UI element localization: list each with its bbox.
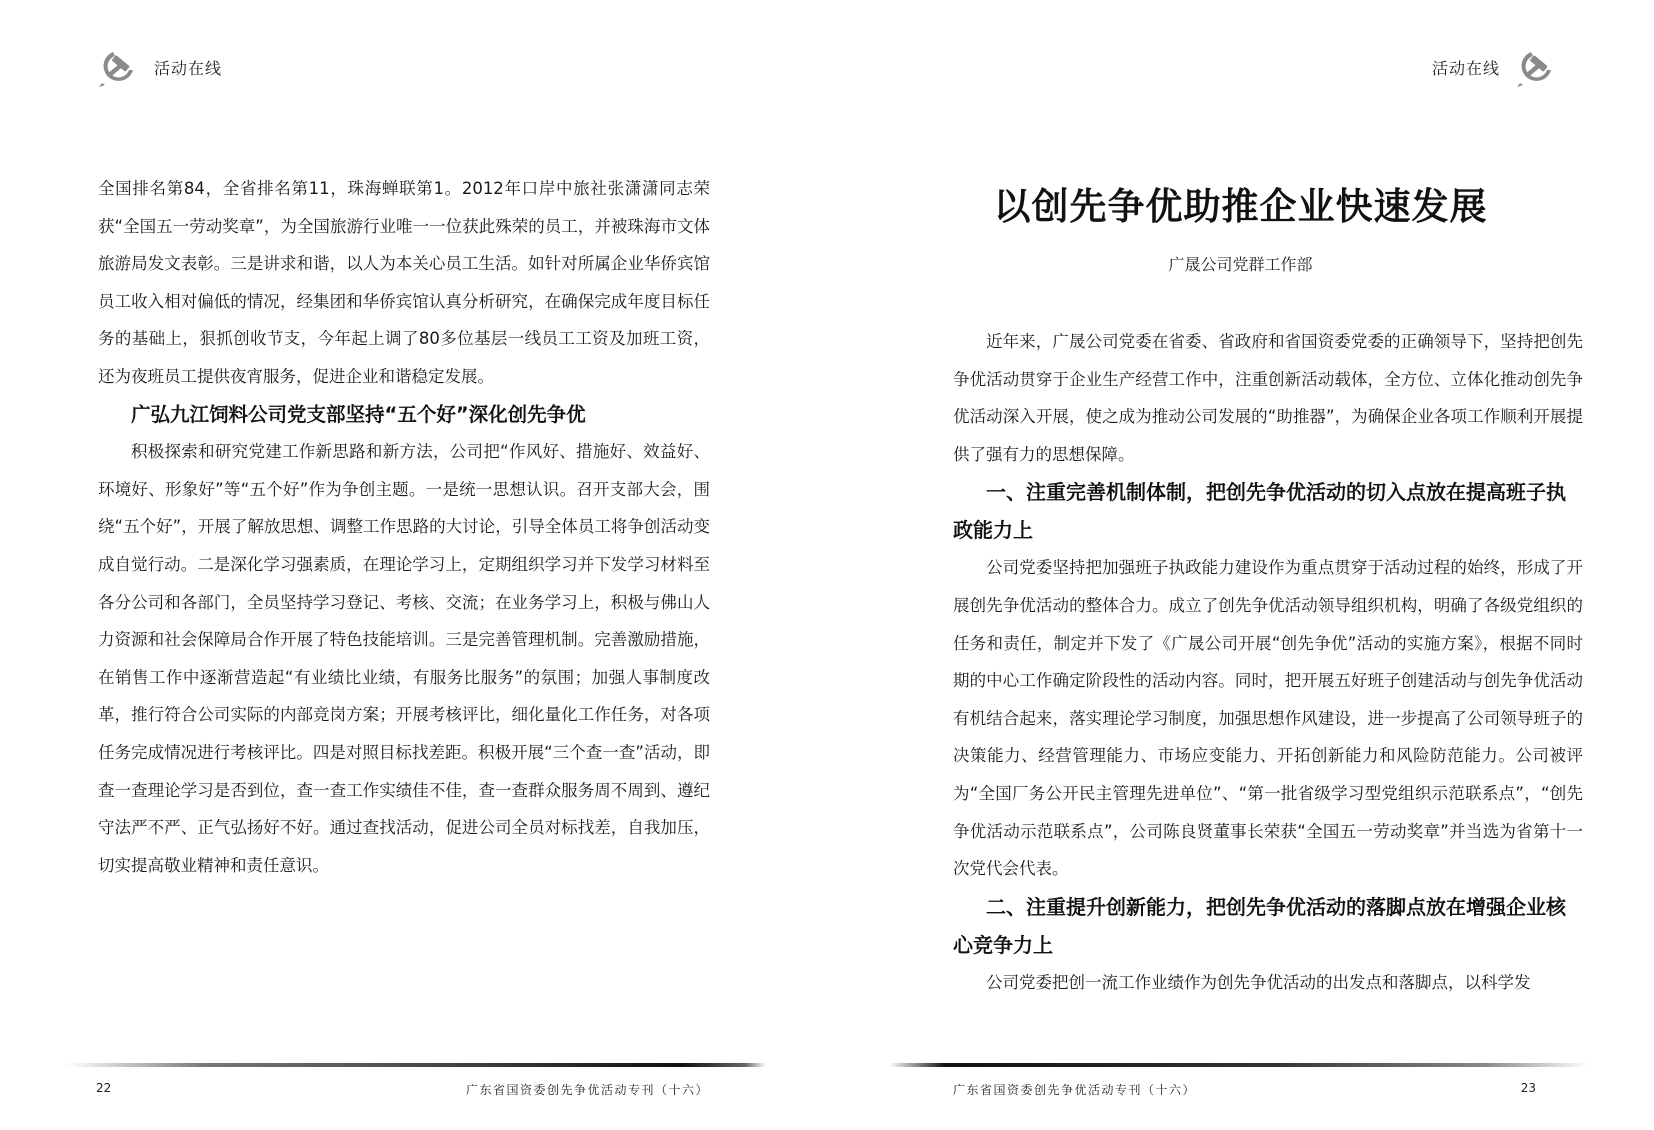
right-journal-name: 广东省国资委创先争优活动专刊（十六） [953,1083,1197,1097]
right-page [827,0,1654,1130]
left-page-header [96,45,222,89]
article-byline: 广晟公司党群工作部 [1168,255,1313,274]
right-footer-rule [889,1063,1589,1067]
left-footer-rule [66,1063,766,1067]
section1-heading: 一、注重完善机制体制，把创先争优活动的切入点放在提高班子执政能力上 [953,480,1566,543]
hammer-sickle-emblem-icon [1514,45,1558,89]
right-article-body [953,323,1583,1001]
left-page-number: 22 [96,1081,112,1095]
article-title: 以创先争优助推企业快速发展 [993,184,1488,228]
section-name: 活动在线 [154,58,223,78]
left-journal-name: 广东省国资委创先争优活动专刊（十六） [465,1083,709,1097]
section2-paragraph: 公司党委把创一流工作业绩作为创先争优活动的出发点和落脚点，以科学发 [986,972,1531,992]
section-name: 活动在线 [1431,58,1500,78]
left-paragraph-top: 全国排名第84，全省排名第11，珠海蝉联第1。2012年口岸中旅社张潇潇同志荣获“全国五一劳动奖章”，为全国旅游行业唯一一位获此殊荣的员工，并被珠海市文体旅游局发文表彰。三是讲求和谐，以人为本关心员工生活。如针对所属企业华侨宾馆员工收入相对偏低的情况，经集团和华侨宾馆认真分析研究，在确保完成年度目标任务的基础上，狠抓创收节支，今年起上调了80多位基层一线员工工资及加班工资，还为夜班员工提供夜宵服务，促进企业和谐稳定发展。 [98,179,710,386]
hammer-sickle-emblem-icon [96,45,140,89]
left-article-body [98,170,710,884]
left-subheading: 广弘九江饲料公司党支部坚持“五个好”深化创先争优 [131,402,586,426]
section1-paragraph: 公司党委坚持把加强班子执政能力建设作为重点贯穿于活动过程的始终，形成了开展创先争优活动的整体合力。成立了创先争优活动领导组织机构，明确了各级党组织的任务和责任，制定并下发了《广晟公司开展“创先争优”活动的实施方案》，根据不同时期的中心工作确定阶段性的活动内容。同时，把开展五好班子创建活动与创先争优活动有机结合起来，落实理论学习制度，加强思想作风建设，进一步提高了公司领导班子的决策能力、经营管理能力、市场应变能力、开拓创新能力和风险防范能力。公司被评为“全国厂务公开民主管理先进单位”、“第一批省级学习型党组织示范联系点”，“创先争优活动示范联系点”，公司陈良贤董事长荣获“全国五一劳动奖章”并当选为省第十一次党代会代表。 [953,558,1583,879]
right-page-header [1432,45,1558,89]
left-paragraph-bottom: 积极探索和研究党建工作新思路和新方法，公司把“作风好、措施好、效益好、环境好、形象好”等“五个好”作为争创主题。一是统一思想认识。召开支部大会，围绕“五个好”，开展了解放思想、调整工作思路的大讨论，引导全体员工将争创活动变成自觉行动。二是深化学习强素质，在理论学习上，定期组织学习并下发学习材料至各分公司和各部门，全员坚持学习登记、考核、交流；在业务学习上，积极与佛山人力资源和社会保障局合作开展了特色技能培训。三是完善管理机制。完善激励措施，在销售工作中逐渐营造起“有业绩比业绩，有服务比服务”的氛围；加强人事制度改革，推行符合公司实际的内部竞岗方案；开展考核评比，细化量化工作任务，对各项任务完成情况进行考核评比。四是对照目标找差距。积极开展“三个查一查”活动，即查一查理论学习是否到位，查一查工作实绩佳不佳，查一查群众服务周不周到、遵纪守法严不严、正气弘扬好不好。通过查找活动，促进公司全员对标找差，自我加压，切实提高敬业精神和责任意识。 [98,442,710,875]
right-page-number: 23 [1520,1081,1536,1095]
section2-heading: 二、注重提升创新能力，把创先争优活动的落脚点放在增强企业核心竞争力上 [953,894,1566,957]
intro-paragraph: 近年来，广晟公司党委在省委、省政府和省国资委党委的正确领导下，坚持把创先争优活动贯穿于企业生产经营工作中，注重创新活动载体，全方位、立体化推动创先争优活动深入开展，使之成为推动公司发展的“助推器”，为确保企业各项工作顺利开展提供了强有力的思想保障。 [953,332,1583,464]
